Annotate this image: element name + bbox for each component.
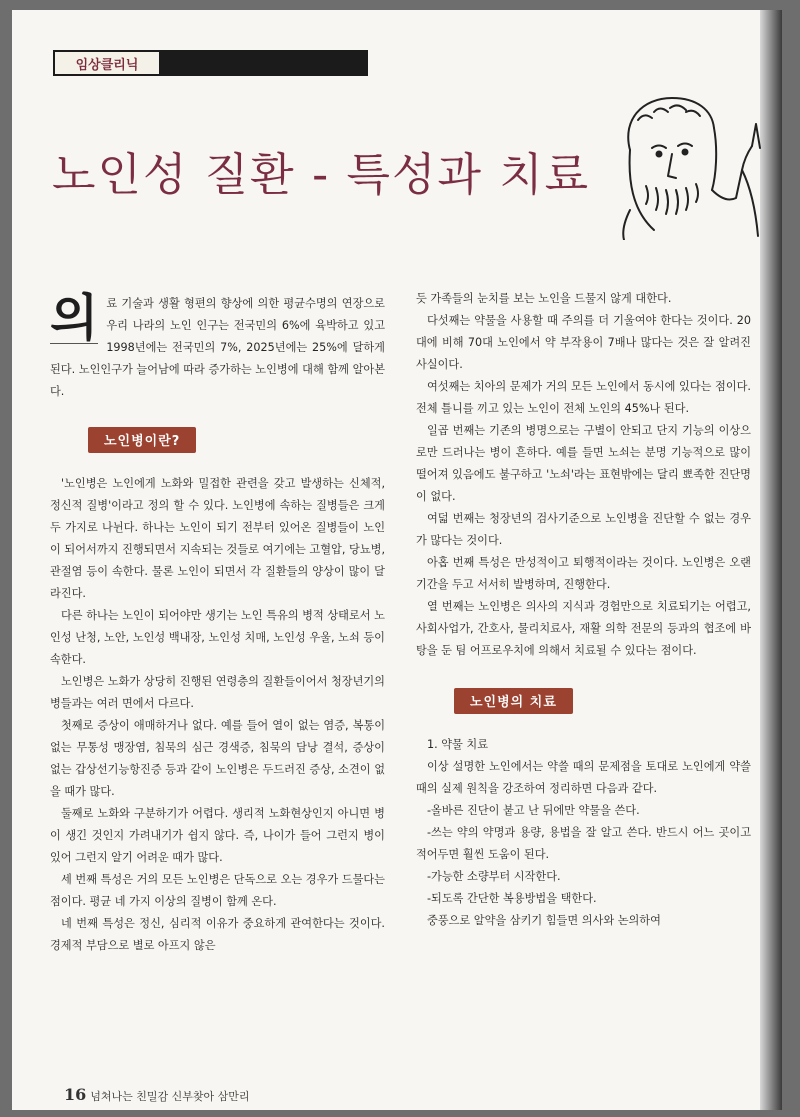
list-item: 중풍으로 알약을 삼키기 힘들면 의사와 논의하여	[427, 914, 661, 927]
body-paragraph: 아홉 번째 특성은 만성적이고 퇴행적이라는 것이다. 노인병은 오랜 기간을 두고 서서히 발병하며, 진행한다.	[416, 556, 751, 591]
article-intro	[50, 289, 385, 403]
body-paragraph: 네 번째 특성은 정신, 심리적 이유가 중요하게 관여한다는 것이다. 경제적 부담으로 별로 아프지 않은	[50, 917, 385, 952]
body-paragraph: 다른 하나는 노인이 되어야만 생기는 노인 특유의 병적 상태로서 노인성 난청, 노안, 노인성 백내장, 노인성 치매, 노인성 우울, 노쇠 등이 속한다.	[50, 609, 385, 666]
list-item: -되도록 간단한 복용방법을 택한다.	[427, 892, 597, 905]
list-item: -올바른 진단이 붙고 난 뒤에만 약물을 쓴다.	[427, 804, 640, 817]
list-item: -가능한 소량부터 시작한다.	[427, 870, 561, 883]
section-tag-label: 임상클리닉	[55, 52, 159, 74]
page-footer	[64, 1085, 250, 1104]
body-paragraph: 세 번째 특성은 거의 모든 노인병은 단독으로 오는 경우가 드물다는 점이다. 평균 네 가지 이상의 질병이 함께 온다.	[50, 873, 385, 908]
body-paragraph: 다섯째는 약물을 사용할 때 주의를 더 기울여야 한다는 것이다. 20대에 비해 70대 노인에서 약 부작용이 7배나 많다는 것은 잘 알려진 사실이다.	[416, 314, 751, 371]
intro-paragraph: 료 기술과 생활 형편의 향상에 의한 평균수명의 연장으로 우리 나라의 노인 인구는 전국민의 6%에 육박하고 있고 1998년에는 전국민의 7%, 2025년에는 25%에 달하게 된다. 노인인구가 늘어남에 따라 증가하는 노인병에 대해 함께 알아본다.	[50, 297, 385, 398]
bearded-old-man-illustration	[602, 90, 772, 240]
right-column	[416, 288, 751, 932]
magazine-page	[12, 10, 782, 1110]
body-paragraph: '노인병은 노인에게 노화와 밀접한 관련을 갖고 발생하는 신체적, 정신적 질병'이라고 정의 할 수 있다. 노인병에 속하는 질병들은 크게 두 가지로 나뉜다. 하나는 노인이 되기 전부터 있어온 질병들이 노인이 되어서까지 진행되면서 지속되는 것들로 여기에는 고혈압, 당뇨병, 관절염 등이 속한다. 물론 노인이 되면서 각 질환들의 양상이 많이 달라진다.	[50, 477, 385, 600]
body-paragraph: 듯 가족들의 눈치를 보는 노인을 드물지 않게 대한다.	[416, 292, 672, 305]
section-heading-treatment: 노인병의 치료	[454, 688, 573, 714]
running-title: 넘쳐나는 친밀감 신부찾아 삼만리	[90, 1090, 250, 1103]
page-number: 16	[64, 1085, 87, 1104]
list-item: -쓰는 약의 약명과 용량, 용법을 잘 알고 쓴다. 반드시 어느 곳이고 적어두면 훨씬 도움이 된다.	[416, 826, 751, 861]
treatment-subheading: 1. 약물 치료	[427, 738, 489, 751]
article-title: 노인성 질환 - 특성과 치료	[52, 148, 591, 201]
body-paragraph: 첫째로 증상이 애매하거나 없다. 예를 들어 열이 없는 염증, 복통이 없는 무통성 맹장염, 침묵의 심근 경색증, 침묵의 담낭 결석, 증상이 없는 갑상선기능항진증 등과 같이 노인병은 두드러진 증상, 소견이 없을 때가 많다.	[50, 719, 385, 798]
body-paragraph: 일곱 번째는 기존의 병명으로는 구별이 안되고 단지 기능의 이상으로만 드러나는 병이 흔하다. 예를 들면 노쇠는 분명 기능적으로 많이 떨어져 있음에도 불구하고 '노쇠'라는 표현밖에는 달리 뾰족한 진단명이 없다.	[416, 424, 751, 503]
body-paragraph: 열 번째는 노인병은 의사의 지식과 경험만으로 치료되기는 어렵고, 사회사업가, 간호사, 물리치료사, 재활 의학 전문의 등과의 협조에 바탕을 둔 팀 어프로우치에 의해서 치료될 수 있다는 점이다.	[416, 600, 751, 657]
left-column	[50, 289, 385, 957]
section-tag	[53, 50, 368, 76]
body-paragraph: 여덟 번째는 청장년의 검사기준으로 노인병을 진단할 수 없는 경우가 많다는 것이다.	[416, 512, 751, 547]
treatment-intro: 이상 설명한 노인에서는 약쓸 때의 문제점을 토대로 노인에게 약쓸 때의 실제 원칙을 강조하여 정리하면 다음과 같다.	[416, 760, 751, 795]
body-paragraph: 둘째로 노화와 구분하기가 어렵다. 생리적 노화현상인지 아니면 병이 생긴 것인지 가려내기가 쉽지 않다. 즉, 나이가 들어 그런지 병이 있어 그런지 알기 어려운 때가 많다.	[50, 807, 385, 864]
drop-cap: 의	[50, 289, 99, 347]
section-heading-what-is: 노인병이란?	[88, 427, 196, 453]
body-paragraph: 노인병은 노화가 상당히 진행된 연령층의 질환들이어서 청장년기의 병들과는 여러 면에서 다르다.	[50, 675, 385, 710]
body-paragraph: 여섯째는 치아의 문제가 거의 모든 노인에서 동시에 있다는 점이다. 전체 틀니를 끼고 있는 노인이 전체 노인의 45%나 된다.	[416, 380, 751, 415]
